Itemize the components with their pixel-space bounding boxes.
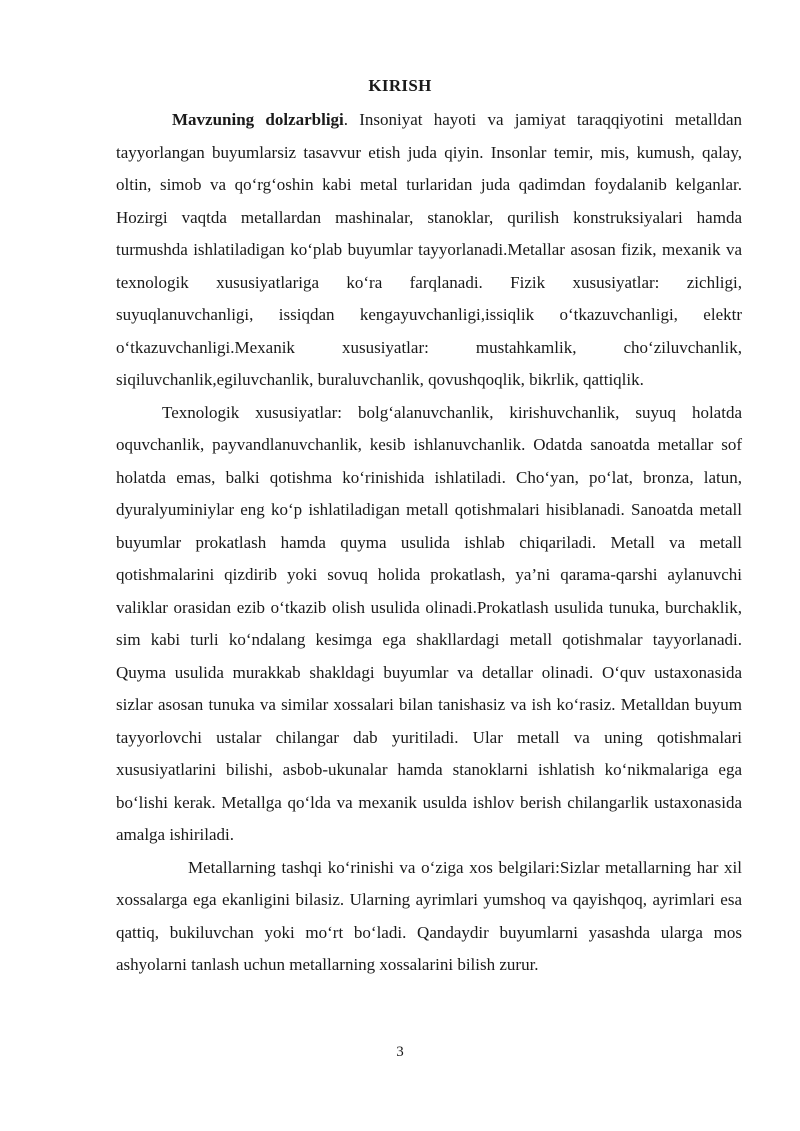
paragraph-lead-bold: Mavzuning dolzarbligi	[172, 110, 344, 129]
page-number: 3	[396, 1044, 404, 1060]
paragraph-text: Texnologik xususiyatlar: bolg‘alanuvchanlik, kirishuvchanlik, suyuq holatda oquvchanlik, payvandlanuvchanlik, kesib ishlanuvchanlik. Odatda sanoatda metallar sof holatda emas, balki qotishma ko‘rinishida ishlatiladi. Cho‘yan, po‘lat, bronza, latun, dyuralyuminiylar eng ko‘p ishlatiladigan metall qotishmalari hisiblanadi. Sanoatda metall buyumlar prokatlash hamda quyma usulida ishlab chiqariladi. Metall va metall qotishmalarini qizdirib yoki sovuq holida prokatlash, ya’ni qarama-qarshi aylanuvchi valiklar orasidan ezib o‘tkazib olish usulida olinadi.Prokatlash usulida tunuka, burchaklik, sim kabi turli ko‘ndalang kesimga ega shakllardagi metall qotishmalar tayyorlanadi. Quyma usulida murakkab shakldagi buyumlar va detallar olinadi. O‘quv ustaxonasida sizlar asosan tunuka va similar xossalari bilan tanishasiz va ish ko‘rasiz. Metalldan buyum tayyorlovchi ustalar chilangar dab yuritiladi. Ular metall va uning qotishmalari xususiyatlarini bilishi, asbob-ukunalar hamda stanoklarni ishlatish ko‘nikmalariga ega bo‘lishi kerak. Metallga qo‘lda va mexanik usulda ishlov berish chilangarlik ustaxonasida amalga ishiriladi.	[116, 402, 742, 844]
paragraph-technological-properties	[116, 397, 742, 852]
paragraph-text: Metallarning tashqi ko‘rinishi va o‘ziga xos belgilari:Sizlar metallarning har xil xossalarga ega ekanligini bilasiz. Ularning ayrimlari yumshoq va qayishqoq, ayrimlari esa qattiq, bukiluvchan yoki mo‘rt bo‘ladi. Qandaydir buyumlarni yasashda ularga mos ashyolarni tanlash uchun metallarning xossalarini bilish zurur.	[116, 857, 742, 974]
paragraph-metal-appearance	[116, 852, 742, 982]
page-title: KIRISH	[368, 76, 432, 95]
paragraph-text: . Insoniyat hayoti va jamiyat taraqqiyotini metalldan tayyorlangan buyumlarsiz tasavvur etish juda qiyin. Insonlar temir, mis, kumush, qalay, oltin, simob va qo‘rg‘oshin kabi metal turlaridan juda qadimdan foydalanib kelganlar. Hozirgi vaqtda metallardan mashinalar, stanoklar, qurilish konstruksiyalari hamda turmushda ishlatiladigan ko‘plab buyumlar tayyorlanadi.Metallar asosan fizik, mexanik va texnologik xususiyatlariga ko‘ra farqlanadi. Fizik xususiyatlar: zichligi, suyuqlanuvchanligi, issiqdan kengayuvchanligi,issiqlik o‘tkazuvchanligi, elektr o‘tkazuvchanligi.Mexanik xususiyatlar: mustahkamlik, cho‘ziluvchanlik, siqiluvchanlik,egiluvchanlik, buraluvchanlik, qovushqoqlik, bikrlik, qattiqlik.	[116, 110, 743, 389]
body-text	[116, 104, 742, 982]
paragraph-relevance	[116, 104, 742, 397]
